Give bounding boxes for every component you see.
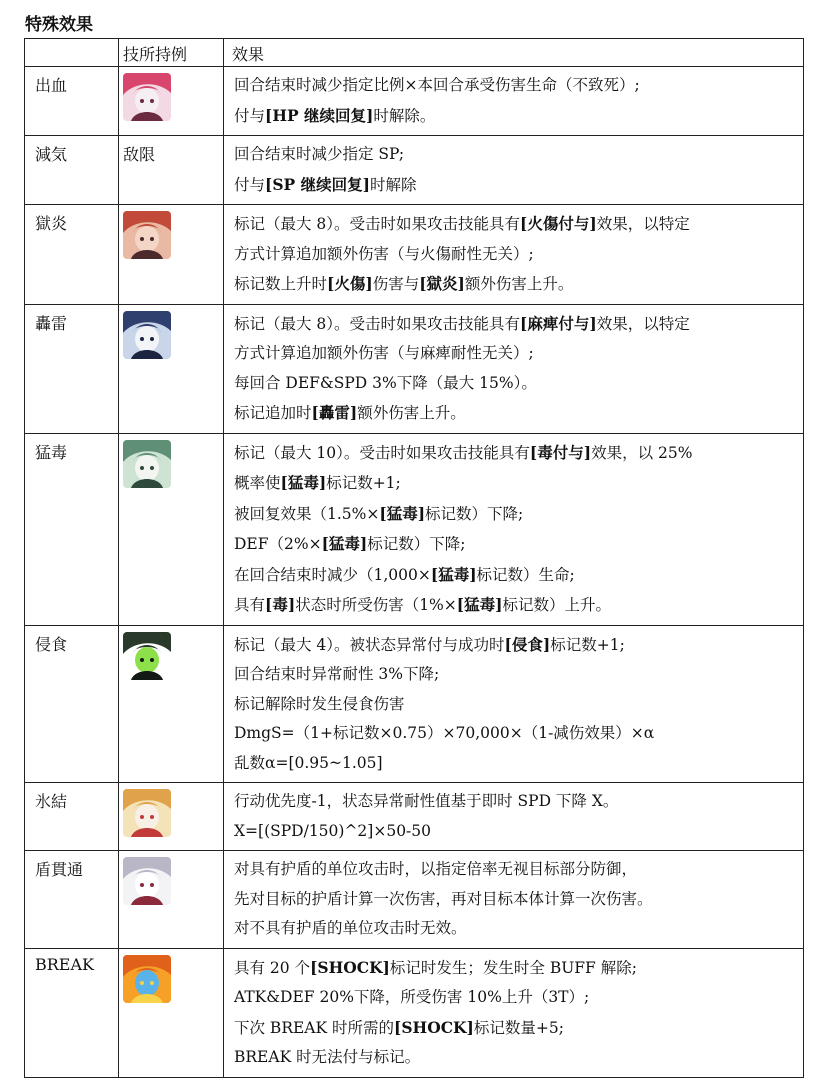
- effect-line: [234, 719, 799, 749]
- effect-text: 额外伤害上升。: [464, 275, 574, 293]
- skill-holder: [119, 136, 224, 205]
- effect-line: [234, 209, 799, 240]
- portrait-bleed-icon: [123, 73, 171, 121]
- effect-line: [234, 468, 799, 499]
- effect-description: [224, 304, 804, 433]
- header-name: [25, 39, 119, 67]
- effect-description: [224, 136, 804, 205]
- effect-text: 在回合结束时减少（1,000×: [234, 565, 431, 584]
- effect-line: [234, 269, 799, 300]
- table-row: [25, 783, 804, 851]
- effect-keyword: [猛毒]: [280, 473, 327, 492]
- table-row: [25, 304, 804, 433]
- effect-line: [234, 914, 799, 944]
- effect-keyword: [麻痺付与]: [520, 313, 597, 333]
- effect-keyword: [SHOCK]: [310, 957, 390, 977]
- effect-keyword: [HP 继续回复]: [265, 105, 374, 125]
- effect-line: [234, 398, 799, 429]
- effect-keyword: [猛毒]: [430, 564, 477, 584]
- effect-text: 对具有护盾的单位攻击时，以指定倍率无视目标部分防御，: [234, 860, 638, 878]
- effect-text: 标记数量+5;: [473, 1018, 564, 1037]
- effect-text: 效果，以特定: [596, 215, 690, 233]
- effect-text: 伤害与: [372, 275, 420, 293]
- effect-text: 回合结束时减少指定 SP;: [234, 145, 405, 163]
- effect-text: 效果，以特定: [596, 314, 690, 333]
- effect-keyword: [猛毒]: [321, 534, 368, 553]
- skill-holder: [119, 67, 224, 136]
- effect-line: [234, 369, 799, 399]
- effect-text: 方式计算追加额外伤害（与火傷耐性无关）;: [234, 244, 534, 263]
- effect-text: 标记（最大 8）。受击时如果攻击技能具有: [234, 314, 521, 333]
- effect-line: [234, 817, 799, 847]
- effect-description: [224, 948, 804, 1077]
- table-row: [25, 136, 804, 205]
- effect-line: [234, 983, 799, 1013]
- effect-text: 标记追加时: [234, 404, 312, 422]
- effect-text: 标记数）上升。: [502, 596, 611, 614]
- table-row: [25, 205, 804, 305]
- effect-text: 标记数）生命;: [476, 565, 575, 584]
- effect-keyword: [猛毒]: [379, 503, 426, 523]
- effect-text: 行动优先度-1，状态异常耐性值基于即时 SPD 下降 X。: [234, 792, 619, 810]
- effect-text: 标记解除时发生侵食伤害: [234, 694, 405, 713]
- effect-line: [234, 630, 799, 661]
- effect-name: 盾貫通: [25, 851, 119, 949]
- table-row: [25, 851, 804, 949]
- effect-line: [234, 953, 799, 984]
- effect-description: [224, 851, 804, 949]
- effect-text: 概率使: [234, 474, 281, 492]
- effect-line: [234, 1043, 799, 1073]
- effect-line: [234, 560, 799, 591]
- effect-text: 额外伤害上升。: [357, 404, 466, 422]
- effect-line: [234, 170, 799, 201]
- effect-text: 标记（最大 10）。受击时如果攻击技能具有: [234, 443, 530, 462]
- effect-name: 氷結: [25, 783, 119, 851]
- effect-line: [234, 749, 799, 779]
- effect-text: 下次 BREAK 时所需的: [234, 1018, 395, 1037]
- portrait-erosion-icon: [123, 632, 171, 680]
- effect-name: 猛毒: [25, 433, 119, 625]
- effect-text: 具有 20 个: [234, 958, 311, 977]
- effect-line: [234, 529, 799, 560]
- effect-line: [234, 787, 799, 817]
- effect-description: [224, 433, 804, 625]
- effect-description: [224, 205, 804, 305]
- effect-text: 标记时发生；发生时全 BUFF 解除;: [389, 958, 637, 977]
- skill-holder: [119, 205, 224, 305]
- effect-text: 标记数）下降;: [425, 504, 524, 523]
- effect-text: 乱数α=[0.95~1.05]: [234, 753, 383, 772]
- effect-name: BREAK: [25, 948, 119, 1077]
- portrait-break-icon: [123, 955, 171, 1003]
- effect-keyword: [獄炎]: [419, 274, 465, 293]
- effect-name: 減気: [25, 136, 119, 205]
- effect-text: X=[(SPD/150)^2]×50-50: [234, 821, 432, 840]
- table-row: [25, 948, 804, 1077]
- effect-text: 状态时所受伤害（1%×: [295, 596, 457, 614]
- effect-line: [234, 660, 799, 690]
- effect-text: 被回复效果（1.5%×: [234, 504, 380, 523]
- effect-text: 标记（最大 4）。被状态异常付与成功时: [234, 635, 505, 654]
- header-holder: 技所持例: [119, 39, 224, 67]
- skill-holder: [119, 304, 224, 433]
- effect-keyword: [SHOCK]: [394, 1017, 474, 1037]
- effect-text: 具有: [234, 596, 266, 614]
- effect-description: [224, 67, 804, 136]
- effect-line: [234, 101, 799, 132]
- effect-name: 侵食: [25, 625, 119, 783]
- effect-line: [234, 855, 799, 885]
- table-row: [25, 433, 804, 625]
- effect-text: 先对目标的护盾计算一次伤害，再对目标本体计算一次伤害。: [234, 889, 653, 908]
- effect-line: [234, 140, 799, 170]
- effect-text: DmgS=（1+标记数×0.75）×70,000×（1-减伤效果）×α: [234, 724, 655, 742]
- effect-text: 付与: [234, 175, 266, 194]
- effect-line: [234, 438, 799, 469]
- effect-text: 回合结束时减少指定比例×本回合承受伤害生命（不致死）;: [234, 76, 640, 94]
- portrait-poison-icon: [123, 440, 171, 488]
- effect-line: [234, 590, 799, 621]
- effect-line: [234, 885, 799, 915]
- effect-keyword: [轟雷]: [311, 403, 358, 422]
- effect-text: 效果，以 25%: [591, 443, 693, 462]
- effect-text: ATK&DEF 20%下降，所受伤害 10%上升（3T）;: [234, 988, 590, 1006]
- effect-description: [224, 625, 804, 783]
- header-effect: 效果: [224, 39, 804, 67]
- effect-keyword: [SP 继续回复]: [265, 174, 370, 194]
- effect-line: [234, 240, 799, 270]
- effect-keyword: [毒]: [265, 595, 296, 614]
- effect-text: 对不具有护盾的单位攻击时无效。: [234, 919, 467, 937]
- section-title: 特殊效果: [25, 15, 93, 35]
- effect-keyword: [火傷]: [327, 274, 373, 293]
- effect-text: 标记数+1;: [326, 474, 401, 492]
- portrait-shield-pierce-icon: [123, 857, 171, 905]
- effect-keyword: [毒付与]: [529, 442, 592, 462]
- table-row: [25, 67, 804, 136]
- effect-text: 方式计算追加额外伤害（与麻痺耐性无关）;: [234, 344, 534, 362]
- portrait-freeze-icon: [123, 789, 171, 837]
- effect-keyword: [侵食]: [504, 634, 551, 654]
- effect-line: [234, 499, 799, 530]
- skill-holder: [119, 948, 224, 1077]
- special-effects-table: [24, 38, 804, 1078]
- effect-text: 标记数）下降;: [367, 535, 466, 553]
- effect-text: 标记数+1;: [550, 635, 625, 654]
- effect-name: 出血: [25, 67, 119, 136]
- effect-text: 回合结束时异常耐性 3%下降;: [234, 665, 440, 683]
- effect-text: 时解除。: [373, 106, 436, 125]
- table-header-row: [25, 39, 804, 67]
- portrait-hellfire-icon: [123, 211, 171, 259]
- effect-line: [234, 339, 799, 369]
- effect-text: BREAK 时无法付与标记。: [234, 1048, 421, 1066]
- effect-name: 獄炎: [25, 205, 119, 305]
- effect-line: [234, 71, 799, 101]
- effect-text: 付与: [234, 106, 266, 125]
- effect-name: 轟雷: [25, 304, 119, 433]
- skill-holder: [119, 851, 224, 949]
- effect-line: [234, 1013, 799, 1044]
- effect-keyword: [猛毒]: [456, 595, 503, 614]
- effect-line: [234, 309, 799, 340]
- effect-keyword: [火傷付与]: [520, 214, 597, 233]
- portrait-thunder-icon: [123, 311, 171, 359]
- table-row: [25, 625, 804, 783]
- effect-text: 标记数上升时: [234, 275, 328, 293]
- skill-holder: [119, 433, 224, 625]
- skill-holder: [119, 625, 224, 783]
- effect-line: [234, 690, 799, 720]
- effect-text: DEF（2%×: [234, 535, 322, 553]
- effect-text: 标记（最大 8）。受击时如果攻击技能具有: [234, 215, 521, 233]
- skill-holder-text: 敌限: [123, 145, 156, 164]
- effect-text: 时解除: [369, 175, 417, 194]
- skill-holder: [119, 783, 224, 851]
- effect-description: [224, 783, 804, 851]
- effect-text: 每回合 DEF&SPD 3%下降（最大 15%）。: [234, 373, 537, 392]
